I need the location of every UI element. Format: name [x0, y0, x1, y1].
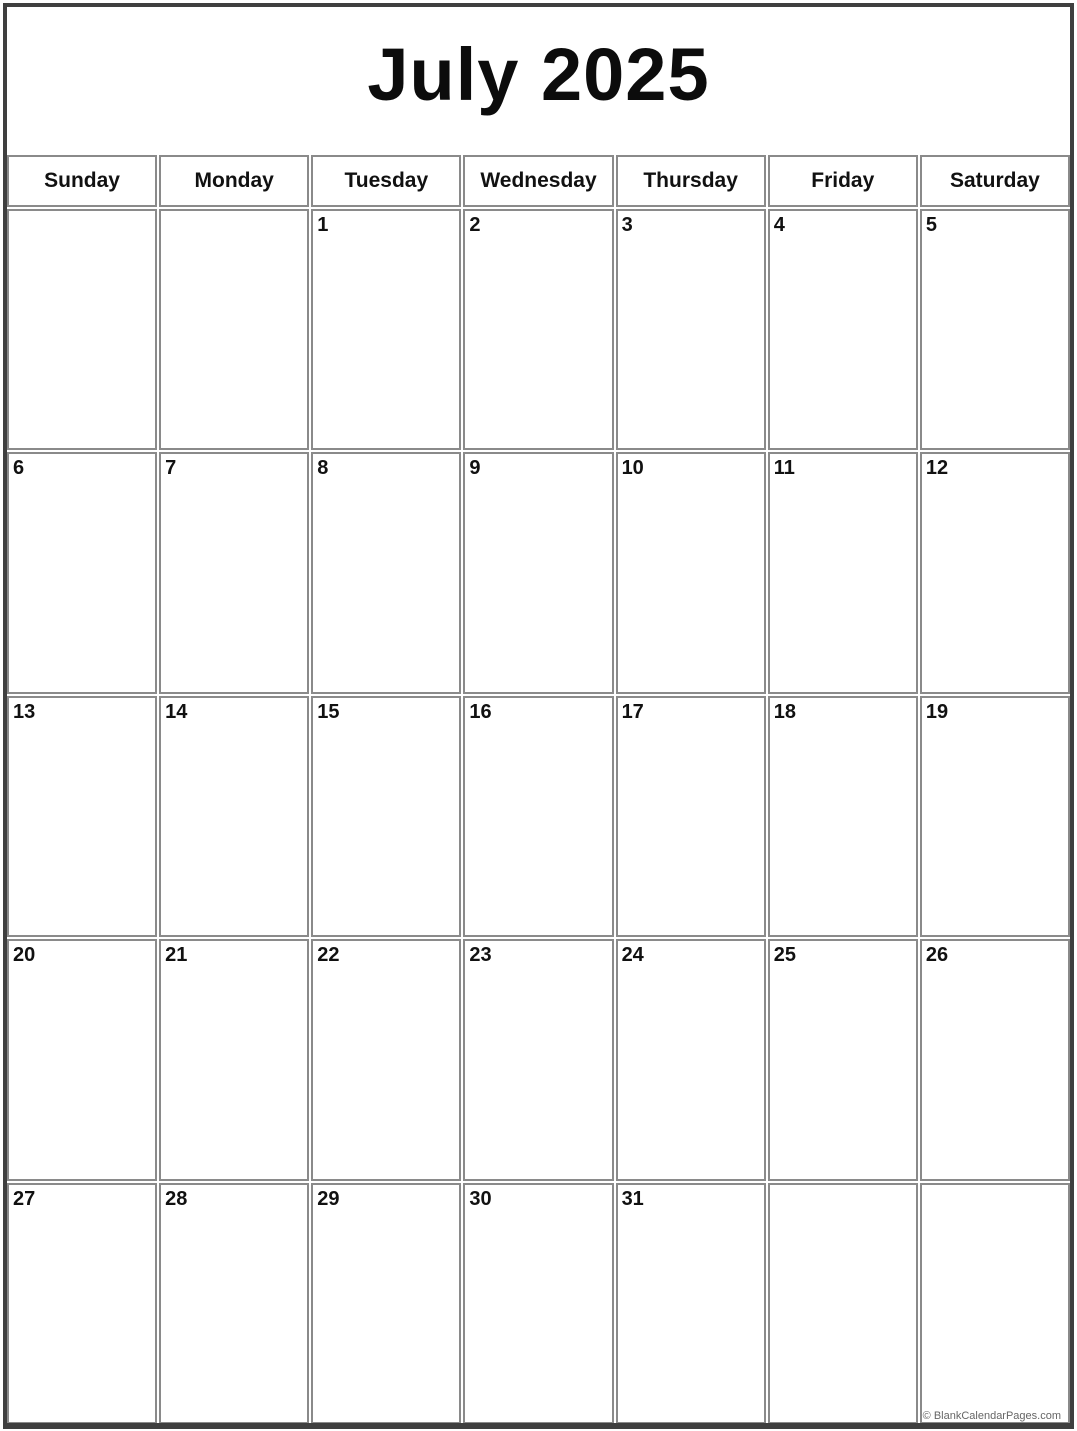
day-cell-30 — [463, 1183, 613, 1424]
day-cell-19 — [920, 696, 1070, 937]
weekday-header-sunday: Sunday — [7, 155, 157, 207]
day-cell-14 — [159, 696, 309, 937]
day-number: 4 — [773, 214, 785, 236]
day-number: 27 — [13, 1187, 36, 1210]
day-number: 20 — [13, 944, 36, 967]
day-number: 12 — [925, 457, 949, 480]
day-number: 17 — [621, 700, 644, 723]
day-number: 31 — [621, 1187, 644, 1210]
day-number: 1 — [317, 214, 329, 236]
day-number: 18 — [773, 700, 796, 723]
weekday-header-friday: Friday — [768, 155, 918, 207]
day-number: 10 — [621, 457, 644, 480]
day-cell-empty — [159, 209, 309, 450]
day-cell-4 — [768, 209, 918, 450]
day-cell-12 — [920, 452, 1070, 693]
day-cell-26 — [920, 939, 1070, 1180]
day-number: 2 — [469, 214, 481, 236]
day-number: 19 — [925, 700, 949, 723]
weekday-header-thursday: Thursday — [616, 155, 766, 207]
day-cell-21 — [159, 939, 309, 1180]
day-number: 29 — [317, 1187, 340, 1210]
day-cell-28 — [159, 1183, 309, 1424]
day-cell-22 — [311, 939, 461, 1180]
day-number: 25 — [773, 944, 796, 967]
day-number: 9 — [469, 457, 481, 480]
weekday-header-monday: Monday — [159, 155, 309, 207]
day-cell-27 — [7, 1183, 157, 1424]
day-cell-29 — [311, 1183, 461, 1424]
day-number: 3 — [621, 214, 633, 236]
day-number: 15 — [317, 700, 340, 723]
day-cell-8 — [311, 452, 461, 693]
day-cell-24 — [616, 939, 766, 1180]
day-number: 8 — [317, 457, 329, 480]
day-cell-7 — [159, 452, 309, 693]
weekday-header-saturday: Saturday — [920, 155, 1070, 207]
day-number: 13 — [13, 700, 36, 723]
day-cell-17 — [616, 696, 766, 937]
day-number: 21 — [165, 944, 188, 967]
day-number: 11 — [773, 457, 795, 480]
day-cell-25 — [768, 939, 918, 1180]
day-cell-6 — [7, 452, 157, 693]
day-number: 16 — [469, 700, 492, 723]
day-number: 6 — [13, 457, 25, 480]
day-number: 7 — [165, 457, 177, 480]
day-number: 14 — [165, 700, 188, 723]
day-cell-empty — [7, 209, 157, 450]
day-cell-31 — [616, 1183, 766, 1424]
day-cell-15 — [311, 696, 461, 937]
day-cell-10 — [616, 452, 766, 693]
day-number: 23 — [469, 944, 492, 967]
day-number: 22 — [317, 944, 340, 967]
day-cell-empty — [768, 1183, 918, 1424]
day-cell-empty — [920, 1183, 1070, 1424]
weekday-header-tuesday: Tuesday — [311, 155, 461, 207]
calendar-grid — [7, 155, 1070, 1424]
day-cell-1 — [311, 209, 461, 450]
weekday-header-wednesday: Wednesday — [463, 155, 613, 207]
day-cell-3 — [616, 209, 766, 450]
day-cell-20 — [7, 939, 157, 1180]
day-number: 28 — [165, 1187, 188, 1210]
day-number: 26 — [925, 944, 949, 967]
day-number: 5 — [925, 214, 937, 236]
day-cell-18 — [768, 696, 918, 937]
day-cell-2 — [463, 209, 613, 450]
day-cell-9 — [463, 452, 613, 693]
watermark-text: © BlankCalendarPages.com — [922, 1410, 1061, 1422]
day-cell-23 — [463, 939, 613, 1180]
day-cell-16 — [463, 696, 613, 937]
day-number: 24 — [621, 944, 644, 967]
calendar-title: July 2025 — [367, 33, 710, 116]
day-cell-11 — [768, 452, 918, 693]
day-cell-13 — [7, 696, 157, 937]
day-number: 30 — [469, 1187, 492, 1210]
day-cell-5 — [920, 209, 1070, 450]
